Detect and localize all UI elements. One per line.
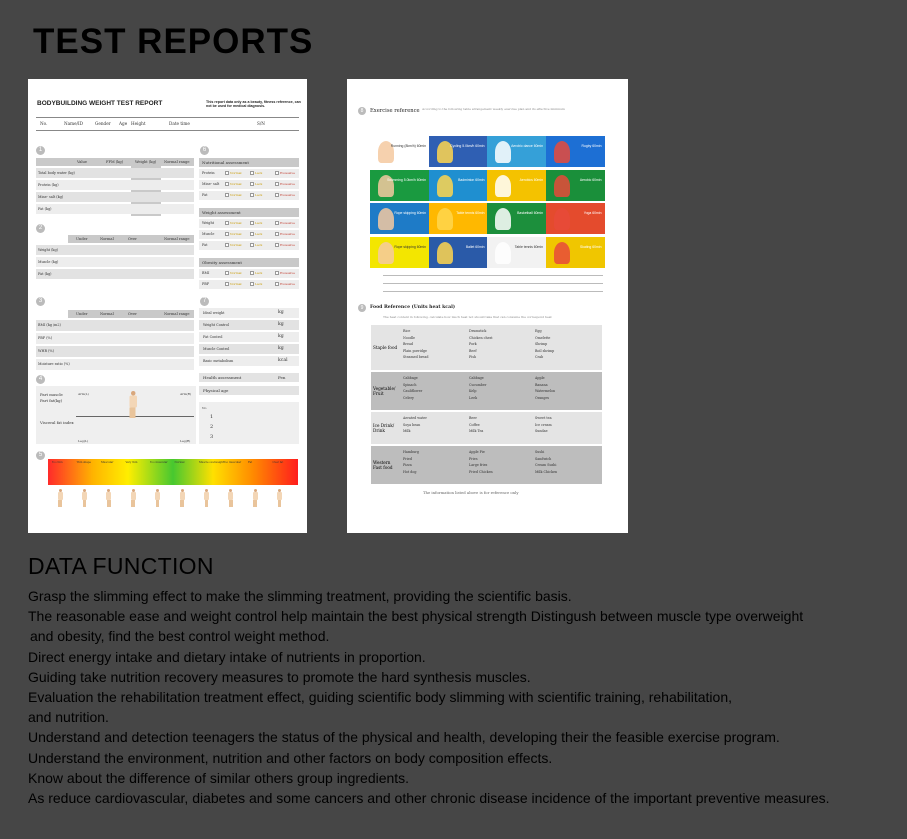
food-item: Cream Sushi: [535, 463, 557, 467]
exercise-athlete-icon: [378, 242, 394, 264]
nutrition-option-checkbox: [275, 182, 279, 186]
exercise-athlete-icon: [554, 141, 570, 163]
info-field-label: Age: [119, 121, 128, 126]
exercise-tile: [546, 136, 605, 167]
food-item: Milk Chicken: [535, 469, 558, 474]
exercise-title: Exercise reference: [370, 108, 420, 114]
weight-option-label: Excessive: [280, 243, 295, 247]
exercise-tile-label: Table tennis 60min: [514, 244, 543, 249]
nutrition-option-label: Normal: [230, 193, 242, 197]
section-6-marker: 6: [200, 146, 209, 155]
physical-age-label: Physical age: [203, 388, 229, 393]
exercise-tile: [370, 203, 429, 234]
exercise-tile: [370, 170, 429, 201]
info-field-label: Gender: [95, 121, 111, 126]
exercise-tile-label: Ballet 60min: [465, 244, 485, 249]
sec2-column-label: Normal range: [164, 237, 190, 241]
food-reference-title: Food Reference (Units heat kcal): [370, 305, 455, 310]
data-function-line: and nutrition.: [28, 709, 109, 726]
weight-option-checkbox: [250, 243, 254, 247]
food-item: Rice: [403, 329, 411, 333]
weight-control-label: Fat Control: [203, 335, 223, 339]
weight-option-checkbox: [275, 243, 279, 247]
section-4-marker: 4: [36, 375, 45, 384]
exercise-tile: [546, 237, 605, 268]
exercise-athlete-icon: [495, 141, 511, 163]
exercise-athlete-icon: [495, 175, 511, 197]
food-item: Pork: [469, 342, 477, 346]
weight-option-checkbox: [250, 221, 254, 225]
obesity-option-checkbox: [275, 282, 279, 286]
report-info-row: [36, 117, 299, 131]
arm-left-label: Arm(L): [78, 392, 89, 396]
exercise-athlete-icon: [554, 208, 570, 230]
food-item: Cabbage: [403, 376, 418, 380]
health-assessment-label: Health assessment: [203, 375, 242, 380]
obesity-option-checkbox: [250, 271, 254, 275]
nutrition-title: Nutritional assessment: [202, 160, 249, 165]
nutrition-option-checkbox: [275, 171, 279, 175]
food-item: Noodle: [403, 335, 415, 340]
part-fat-label: Part fat(kg): [40, 398, 63, 403]
nutrition-option-label: Excessive: [280, 193, 295, 197]
weight-control-label: Weight Control: [203, 323, 230, 327]
obesity-option-checkbox: [250, 282, 254, 286]
weight-row-label: Fat: [202, 243, 208, 247]
weight-option-checkbox: [250, 232, 254, 236]
data-function-line: Know about the difference of similar others group ingredients.: [28, 769, 410, 786]
nutrition-row-label: Protein: [202, 171, 215, 175]
info-field-label: No.: [40, 121, 48, 126]
exercise-food-reference-page[interactable]: [347, 79, 628, 533]
food-group-items: [401, 372, 602, 410]
weight-option-label: Lack: [255, 243, 263, 247]
exercise-athlete-icon: [437, 242, 453, 264]
info-field-label: S/N: [257, 121, 265, 126]
food-item: Apple Pie: [469, 450, 485, 454]
nutrition-option-label: Lack: [255, 171, 263, 175]
weight-option-checkbox: [225, 232, 229, 236]
obesity-option-checkbox: [225, 271, 229, 275]
food-item: Leek: [469, 395, 478, 400]
section-3-marker: 3: [36, 297, 45, 306]
weight-control-unit: kcal: [278, 358, 288, 363]
sec1-row-bg: [36, 204, 194, 214]
report-heading: BODYBUILDING WEIGHT TEST REPORT: [37, 100, 163, 107]
body-type-figure-icon: [277, 489, 283, 507]
sec3-row-label: PBF (%): [38, 336, 53, 340]
data-function-heading: DATA FUNCTION: [28, 553, 214, 579]
food-group-row: [371, 446, 602, 484]
obesity-option-label: Excessive: [280, 282, 295, 286]
food-item: Coffee: [469, 422, 480, 427]
exercise-athlete-icon: [554, 175, 570, 197]
weight-row-label: Weight: [202, 221, 215, 225]
data-function-line: Understand the environment, nutrition and other factors on body composition effects.: [28, 749, 553, 766]
exercise-note-line-2: [383, 283, 603, 284]
food-item: Fries: [469, 456, 478, 461]
nutrition-option-checkbox: [225, 182, 229, 186]
sec3-column-label: Under: [76, 312, 88, 316]
food-item: Cucumber: [469, 382, 487, 387]
body-type-figure-icon: [57, 489, 63, 507]
food-item: Beer: [469, 416, 477, 420]
weight-row-label: Muscle: [202, 232, 215, 236]
exercise-athlete-icon: [495, 242, 511, 264]
food-item: Sandwich: [535, 456, 552, 461]
data-function-line: Understand and detection teenagers the status of the physical and health, developing their the feasible exercise program.: [28, 729, 780, 746]
weight-option-checkbox: [225, 243, 229, 247]
list-no-header: No: [202, 406, 207, 410]
nutrition-option-label: Normal: [230, 171, 242, 175]
food-item: Watermelon: [535, 389, 556, 393]
sec2-row-label: Muscle (kg): [38, 260, 59, 264]
leg-left-label: Leg(L): [78, 439, 89, 443]
weight-control-unit: kg: [278, 322, 284, 327]
weight-assessment-title: Weight assessment: [202, 210, 241, 215]
sec3-row-bg: [36, 333, 194, 344]
sec2-row-bg: [36, 257, 194, 267]
list-item-1: 1: [210, 414, 214, 420]
weight-option-label: Lack: [255, 232, 263, 236]
food-group-row: [371, 325, 602, 370]
exercise-tile: [487, 203, 546, 234]
nutrition-option-label: Lack: [255, 182, 263, 186]
food-group-items: [401, 446, 602, 484]
food-item: Boil shrimp: [535, 348, 555, 353]
nutrition-option-label: Excessive: [280, 171, 295, 175]
numbered-list-panel: [199, 402, 299, 444]
food-item: Soya bean: [403, 422, 421, 427]
exercise-tile: [487, 237, 546, 268]
food-group-name: Ice Drink/ Drink: [373, 423, 395, 433]
food-item: Cauliflower: [403, 389, 423, 393]
obesity-option-checkbox: [225, 282, 229, 286]
sec2-row-bg: [36, 245, 194, 255]
weight-option-label: Excessive: [280, 221, 295, 225]
food-item: Milk: [403, 429, 411, 433]
sec2-column-label: Over: [128, 237, 137, 241]
sec1-row-label: Fat (kg): [38, 207, 52, 211]
food-item: Omelette: [535, 335, 551, 340]
report-disclaimer: This report data only as a beauty, fitness reference, can not be used for medical diagnosis.: [206, 100, 301, 109]
body-type-figure-icon: [81, 489, 87, 507]
weight-option-checkbox: [275, 232, 279, 236]
food-item: Cabbage: [469, 376, 484, 380]
food-group-row: [371, 412, 602, 444]
exercise-tile: [546, 203, 605, 234]
body-type-scale-label: Too thin: [52, 461, 63, 464]
sec3-row-bg: [36, 346, 194, 357]
food-group-items: [401, 325, 602, 370]
exercise-athlete-icon: [437, 175, 453, 197]
body-type-scale-label: Very thin: [125, 461, 138, 464]
data-function-list: [28, 586, 898, 808]
weight-control-label: Basic metabolism: [203, 359, 234, 363]
food-item: Hot dog: [403, 469, 417, 474]
weight-control-unit: kg: [278, 346, 284, 351]
body-type-scale-label: Fat: [248, 461, 253, 464]
exercise-athlete-icon: [437, 208, 453, 230]
body-type-scale-label: Muscle overweight: [199, 461, 225, 464]
page-title: TEST REPORTS: [33, 22, 314, 61]
food-item: Plain porridge: [403, 348, 427, 353]
food-footer: The information listed above is for reference only: [423, 490, 519, 495]
sec2-row-bg: [36, 269, 194, 279]
leg-right-label: Leg(R): [180, 439, 191, 443]
weight-control-label: Ideal weight: [203, 311, 225, 315]
sec2-column-label: Normal: [100, 237, 114, 241]
food-item: Sundae: [535, 429, 548, 433]
obesity-option-label: Lack: [255, 282, 263, 286]
sec1-column-label: FFM (kg): [106, 160, 124, 164]
exercise-tile-label: Swimming 5.0km/h 60min: [387, 177, 426, 182]
weight-control-label: Muscle Control: [203, 347, 230, 351]
exercise-tile: [429, 136, 488, 167]
food-item: Sweet tea: [535, 416, 552, 420]
food-item: Hamburg: [403, 450, 419, 454]
nutrition-option-label: Excessive: [280, 182, 295, 186]
data-function-line: Direct energy intake and dietary intake of nutrients in proportion.: [28, 648, 426, 665]
food-item: Egg: [535, 329, 542, 333]
sec3-row-label: BMI (kg /m2): [38, 323, 61, 327]
food-item: Steamed bread: [403, 355, 429, 359]
food-item: Crab: [535, 355, 544, 359]
exercise-tile-label: Aerobic dance 60min: [511, 144, 543, 148]
obesity-option-label: Lack: [255, 271, 263, 275]
nutrition-option-checkbox: [250, 193, 254, 197]
obesity-row-label: BMI: [202, 271, 210, 275]
nutrition-option-label: Normal: [230, 182, 242, 186]
food-item: Large fries: [469, 463, 488, 467]
data-function-line: The reasonable ease and weight control help maintain the best physical strength Distingush between muscle type overweight: [28, 608, 804, 625]
sec3-row-label: WHR (%): [38, 349, 54, 353]
food-item: Spinach: [403, 382, 417, 387]
nutrition-option-checkbox: [250, 171, 254, 175]
body-type-scale-label: Too muscular: [223, 461, 242, 464]
weight-control-unit: kg: [278, 310, 284, 315]
sec1-column-label: Weight (kg): [135, 160, 157, 164]
sec2-column-label: Under: [76, 237, 88, 241]
body-type-figure-icon: [179, 489, 185, 507]
section-8-marker: 8: [358, 107, 366, 115]
food-item: Aerated water: [403, 416, 427, 420]
exercise-tile-label: Aerobic 60min: [579, 177, 602, 182]
weight-option-label: Excessive: [280, 232, 295, 236]
body-type-scale-label: Thin shape: [76, 461, 91, 464]
food-item: Drumstick: [469, 329, 487, 333]
sec1-row-label: Mine- salt (kg): [38, 195, 64, 199]
food-group-name: Western Fast food: [373, 460, 393, 470]
sec2-row-label: Fat (kg): [38, 272, 52, 276]
exercise-tile-label: Skating 60min: [580, 244, 602, 249]
body-type-scale-label: Over fat: [272, 461, 284, 464]
food-item: Banana: [535, 382, 548, 387]
info-field-label: Date time: [169, 121, 190, 126]
exercise-tile: [370, 136, 429, 167]
exercise-tile-label: Aerobics 60min: [519, 177, 543, 182]
food-reference-note: The heat content in following, calculate how much heat not should take that can consume the correspond heat: [383, 315, 552, 319]
obesity-option-label: Excessive: [280, 271, 295, 275]
body-type-figure-icon: [130, 489, 136, 507]
exercise-note-line-3: [383, 291, 603, 292]
food-item: Milk Tea: [469, 429, 484, 433]
nutrition-option-checkbox: [250, 182, 254, 186]
obesity-option-checkbox: [275, 271, 279, 275]
sec1-column-label: Normal range: [164, 160, 190, 164]
section-9-marker: 9: [358, 304, 366, 312]
body-type-scale-label: Too muscular: [150, 461, 168, 464]
exercise-tile: [429, 170, 488, 201]
exercise-tile: [487, 136, 546, 167]
food-item: Chicken chest: [469, 335, 493, 340]
nutrition-row-label: Mine- salt: [202, 182, 220, 186]
food-item: Kelp: [469, 389, 477, 393]
food-item: Pizza: [403, 463, 412, 467]
exercise-tile-label: Running (8km/h) 60min: [390, 144, 426, 148]
food-item: Celery: [403, 395, 414, 400]
exercise-tile-label: Rope skipping 60min: [394, 211, 426, 215]
exercise-note-line-1: [383, 275, 603, 276]
obesity-option-label: Normal: [230, 271, 242, 275]
food-item: Fried Chicken: [469, 469, 493, 474]
body-type-figure-icon: [252, 489, 258, 507]
weight-option-label: Normal: [230, 243, 242, 247]
food-item: Fried: [403, 456, 412, 461]
nutrition-row-label: Fat: [202, 193, 208, 197]
part-muscle-label: Part muscle: [40, 392, 63, 397]
section-2-marker: 2: [36, 224, 45, 233]
sec1-column-label: Value: [77, 160, 87, 164]
obesity-option-label: Normal: [230, 282, 242, 286]
obesity-assessment-title: Obesity assessment: [202, 260, 242, 265]
data-function-line: As reduce cardiovascular, diabetes and some cancers and other chronic disease incidence of the important preventive measures.: [28, 790, 830, 807]
weight-option-checkbox: [225, 221, 229, 225]
sec2-row-label: Weight (kg): [38, 248, 58, 252]
exercise-tile-label: Badminton 60min: [458, 177, 485, 182]
section-7-marker: 7: [200, 297, 209, 306]
exercise-tile-label: Table tennis 60min: [456, 211, 485, 215]
food-item: Shrimp: [535, 342, 548, 346]
food-item: Bread: [403, 342, 414, 346]
nutrition-option-label: Lack: [255, 193, 263, 197]
health-assessment-unit: Fen: [278, 375, 286, 380]
exercise-tile-label: Yoga 60min: [583, 211, 602, 215]
nutrition-option-checkbox: [225, 193, 229, 197]
data-function-line: and obesity, find the best control weight method.: [30, 628, 330, 645]
exercise-tile-label: Rope skipping 60min: [394, 244, 426, 249]
nutrition-option-checkbox: [275, 193, 279, 197]
exercise-athlete-icon: [554, 242, 570, 264]
food-item: Fish: [469, 355, 477, 359]
body-type-figure-icon: [228, 489, 234, 507]
list-item-2: 2: [210, 424, 214, 430]
visceral-fat-label: Visceral fat index: [40, 420, 74, 425]
weight-option-checkbox: [275, 221, 279, 225]
exercise-tile: [429, 203, 488, 234]
food-group-row: [371, 372, 602, 410]
data-function-line: Evaluation the rehabilitation treatment effect, guiding scientific body slimming with scientific training, rehabilitation,: [28, 689, 732, 706]
section-1-marker: 1: [36, 146, 45, 155]
arm-right-label: Arm(R): [180, 392, 192, 396]
sec1-row-bg: [36, 180, 194, 190]
weight-option-label: Normal: [230, 232, 242, 236]
body-type-scale-label: Muscular: [101, 461, 114, 464]
body-type-figure-icon: [106, 489, 112, 507]
data-function-line: Guiding take nutrition recovery measures to promote the hard synthesis muscles.: [28, 668, 531, 685]
food-group-name: Staple food: [373, 345, 398, 350]
list-item-3: 3: [210, 434, 214, 440]
exercise-note: According to the following table arrangement weekly exercise plan and its effective minimum: [422, 107, 565, 111]
exercise-athlete-icon: [378, 208, 394, 230]
food-item: Sushi: [535, 450, 545, 454]
exercise-tile-label: Cycling 5.0km/h 60min: [450, 144, 485, 148]
nutrition-option-checkbox: [225, 171, 229, 175]
weight-option-label: Lack: [255, 221, 263, 225]
sec3-row-label: Moisture ratio (%): [38, 362, 70, 366]
obesity-row-label: PBF: [202, 282, 210, 286]
exercise-tile: [429, 237, 488, 268]
exercise-tile: [487, 170, 546, 201]
sec1-row-label: Total body water (kg): [38, 171, 75, 175]
sec1-row-label: Protein (kg): [38, 183, 59, 187]
body-type-scale-label: Normal: [174, 461, 185, 464]
food-item: Ice cream: [535, 422, 552, 427]
body-test-report-page[interactable]: [28, 79, 307, 533]
body-figure-icon: [128, 391, 137, 418]
info-field-label: Name/ID: [64, 121, 84, 126]
sec3-column-label: Normal range: [164, 312, 190, 316]
weight-control-unit: kg: [278, 334, 284, 339]
exercise-tile-label: Rugby 60min: [581, 144, 602, 148]
food-item: Oranges: [535, 395, 550, 400]
food-group-items: [401, 412, 602, 444]
data-function-line: Grasp the slimming effect to make the slimming treatment, providing the scientific basis.: [28, 588, 572, 604]
food-group-name: Vegetable/ Fruit: [373, 386, 396, 396]
body-type-figure-icon: [155, 489, 161, 507]
exercise-athlete-icon: [495, 208, 511, 230]
food-item: Apple: [535, 376, 545, 380]
body-type-figure-icon: [203, 489, 209, 507]
sec3-column-label: Normal: [100, 312, 114, 316]
food-item: Beef: [469, 348, 477, 353]
sec3-column-label: Over: [128, 312, 137, 316]
exercise-tile: [546, 170, 605, 201]
exercise-tile: [370, 237, 429, 268]
info-field-label: Height: [131, 121, 146, 126]
exercise-tile-label: Basketball 60min: [517, 211, 543, 215]
section-5-marker: 5: [36, 451, 45, 460]
weight-option-label: Normal: [230, 221, 242, 225]
